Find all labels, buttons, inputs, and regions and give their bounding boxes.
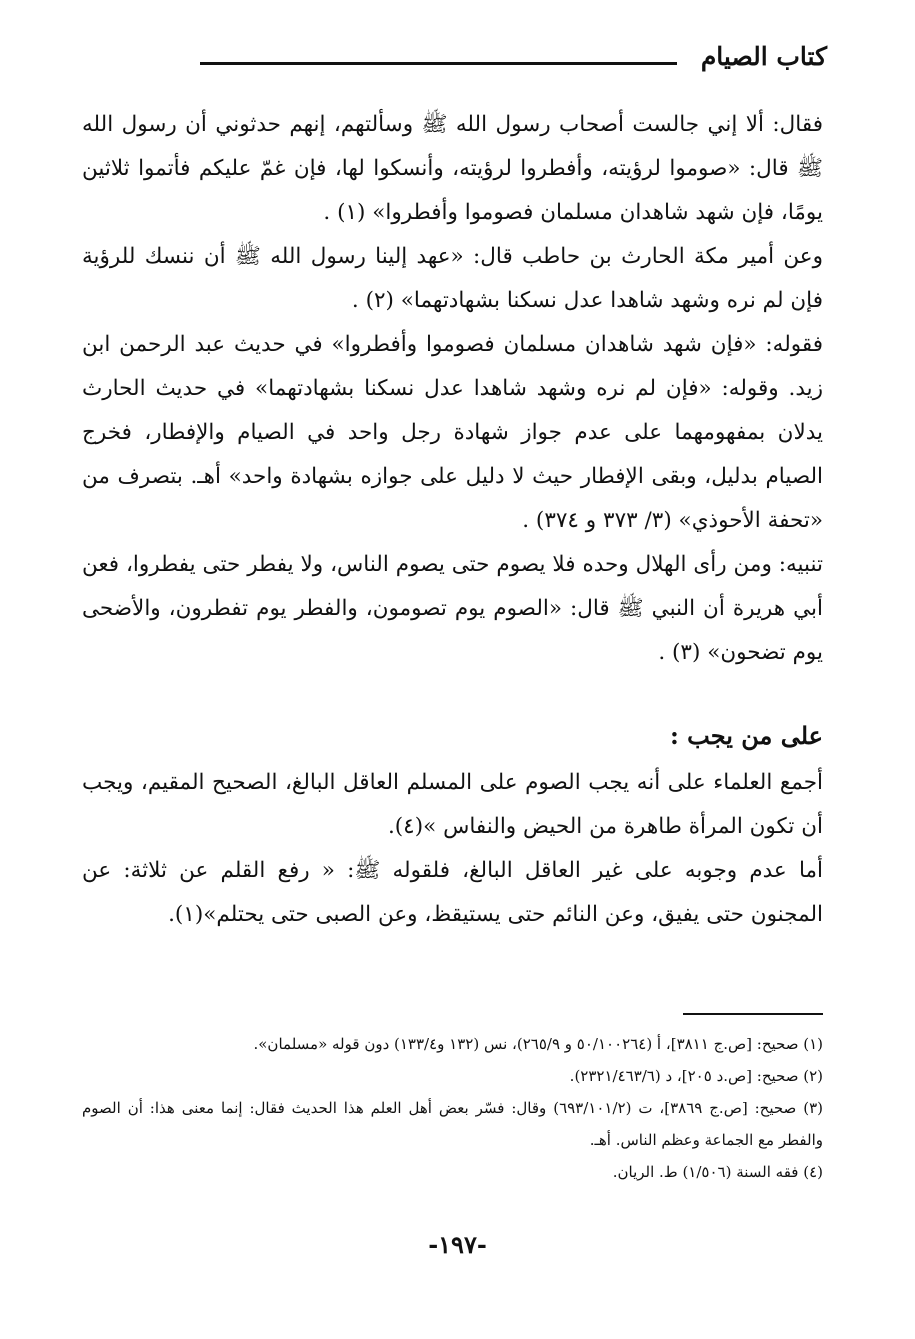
footnote-4: (٤) فقه السنة (١/٥٠٦) ط. الريان.	[612, 1163, 823, 1181]
footnote-3: (٣) صحيح: [ص.ج ٣٨٦٩]، ت (٦٩٣/١٠١/٢) وقال: فسّر بعض أهل العلم هذا الحديث فقال: إنما معنى هذا: أن الصوم والفطر مع الجماعة وعظم الناس. أهـ.	[82, 1099, 823, 1149]
paragraph-4: تنبيه: ومن رأى الهلال وحده فلا يصوم حتى يصوم الناس، ولا يفطر حتى يفطروا، فعن أبي هريرة أن النبي ﷺ قال: «الصوم يوم تصومون، والفطر يوم تفطرون، والأضحى يوم تضحون» (٣) .	[82, 552, 823, 665]
footnote-1: (١) صحيح: [ص.ج ٣٨١١]، أ (٥٠/١٠٠٢٦٤ و ٢٦٥/٩)، نس (١٣٢ و١٣٣/٤) دون قوله «مسلمان».	[253, 1035, 823, 1053]
section-paragraph-2: أما عدم وجوبه على غير العاقل البالغ، فلقوله ﷺ: « رفع القلم عن ثلاثة: عن المجنون حتى يفيق، وعن النائم حتى يستيقظ، وعن الصبى حتى يحتلم»(١).	[82, 858, 823, 927]
page-number: -١٩٧-	[428, 1230, 487, 1259]
header-title: كتاب الصيام	[700, 42, 827, 71]
section-paragraph-1: أجمع العلماء على أنه يجب الصوم على المسلم العاقل البالغ، الصحيح المقيم، ويجب أن تكون المرأة طاهرة من الحيض والنفاس »(٤).	[82, 770, 823, 839]
footnotes	[82, 1028, 823, 1188]
paragraph-1: فقال: ألا إني جالست أصحاب رسول الله ﷺ وسألتهم، إنهم حدثوني أن رسول الله ﷺ قال: «صوموا لرؤيته، وأفطروا لرؤيته، وأنسكوا لها، فإن غمّ عليكم فأتموا ثلاثين يومًا، فإن شهد شاهدان مسلمان فصوموا وأفطروا» (١) .	[82, 112, 823, 225]
paragraph-3: فقوله: «فإن شهد شاهدان مسلمان فصوموا وأفطروا» في حديث عبد الرحمن ابن زيد. وقوله: «فإن لم نره وشهد شاهدا عدل نسكنا بشهادتهما» في حديث الحارث يدلان بمفهومهما على عدم جواز شهادة رجل واحد في الصيام والإفطار، فخرج الصيام بدليل، وبقى الإفطار حيث لا دليل على جوازه بشهادة واحد» أهـ. بتصرف من «تحفة الأحوذي» (٣/ ٣٧٣ و ٣٧٤) .	[82, 332, 823, 533]
section-heading: على من يجب :	[669, 721, 823, 750]
page-header	[200, 40, 827, 80]
body-text	[82, 103, 823, 937]
paragraph-2: وعن أمير مكة الحارث بن حاطب قال: «عهد إلينا رسول الله ﷺ أن ننسك للرؤية فإن لم نره وشهد شاهدا عدل نسكنا بشهادتهما» (٢) .	[82, 244, 823, 313]
footnote-2: (٢) صحيح: [ص.د ٢٠٥]، د (٢٣٢١/٤٦٣/٦).	[569, 1067, 823, 1085]
footnote-rule	[683, 1013, 823, 1015]
header-rule	[200, 62, 677, 65]
